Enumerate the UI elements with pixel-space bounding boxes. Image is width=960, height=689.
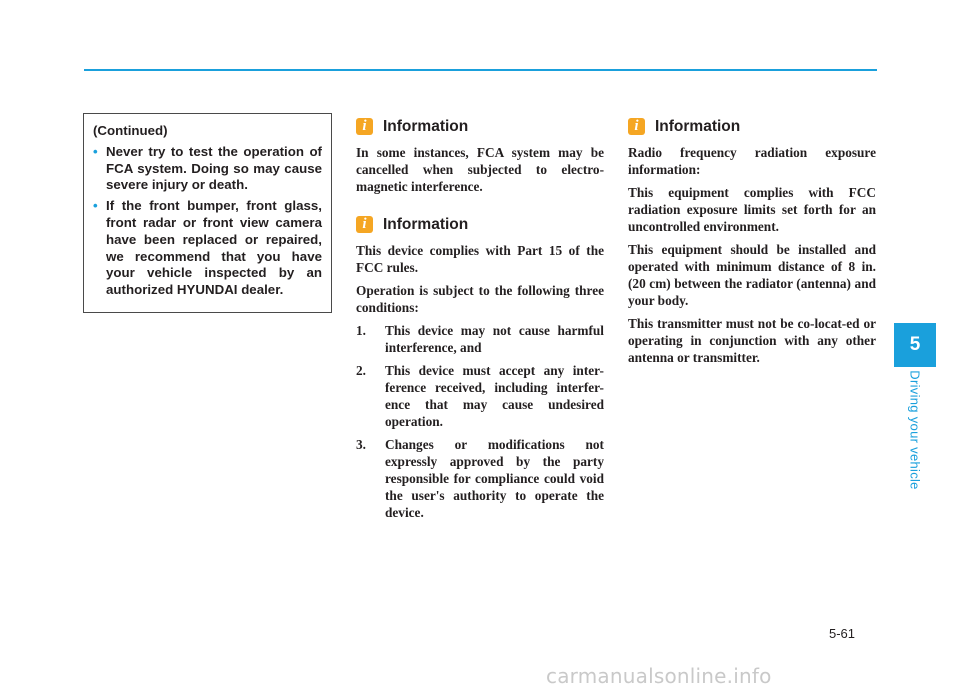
chapter-label: Driving your vehicle: [907, 370, 923, 490]
info-title: Information: [383, 117, 469, 135]
page-number: 5-61: [829, 626, 856, 641]
warning-item: • Never try to test the operation of FCA system. Doing so may cause severe injury or death.: [93, 143, 322, 193]
header-rule: [84, 69, 877, 71]
chapter-tab[interactable]: 5: [894, 323, 936, 367]
info-heading: [356, 115, 604, 137]
watermark: carmanualsonline.info: [546, 664, 772, 688]
info-text: Operation is subject to the following three conditions:: [356, 283, 604, 315]
info-text: This equipment complies with FCC radiation exposure limits set forth for an uncontrolled environment.: [628, 185, 876, 234]
info-heading: [356, 213, 604, 235]
warning-box: [83, 113, 332, 313]
info-icon: i: [628, 118, 645, 135]
list-item: 2. This device must accept any inter-ference received, including interfer-ence that may cause undesired operation.: [356, 363, 604, 429]
info-text: This transmitter must not be co-locat-ed or operating in conjunction with any other antenna or transmitter.: [628, 316, 876, 365]
info-text: In some instances, FCA system may be cancelled when subjected to electro-magnetic interference.: [356, 145, 604, 194]
list-item: 3. Changes or modifications not expressly approved by the party responsible for compliance could void the user's authority to operate the device.: [356, 437, 604, 520]
info-icon: i: [356, 118, 373, 135]
list-item: 1. This device may not cause harmful interference, and: [356, 323, 604, 355]
info-title: Information: [655, 117, 741, 135]
bullet-icon: •: [93, 143, 98, 159]
info-heading: [628, 115, 876, 137]
warning-item: • If the front bumper, front glass, front radar or front view camera have been replaced or repaired, we recommend that you have your vehicle inspected by an authorized HYUNDAI dealer.: [93, 198, 322, 298]
continued-label: (Continued): [93, 123, 168, 138]
bullet-icon: •: [93, 198, 98, 214]
info-text: This device complies with Part 15 of the FCC rules.: [356, 243, 604, 275]
info-text: Radio frequency radiation exposure information:: [628, 145, 876, 177]
info-title: Information: [383, 215, 469, 233]
column-middle: [356, 115, 604, 527]
info-icon: i: [356, 216, 373, 233]
column-right: [628, 115, 876, 372]
info-text: This equipment should be installed and operated with minimum distance of 8 in. (20 cm) between the radiator (antenna) and your body.: [628, 242, 876, 308]
